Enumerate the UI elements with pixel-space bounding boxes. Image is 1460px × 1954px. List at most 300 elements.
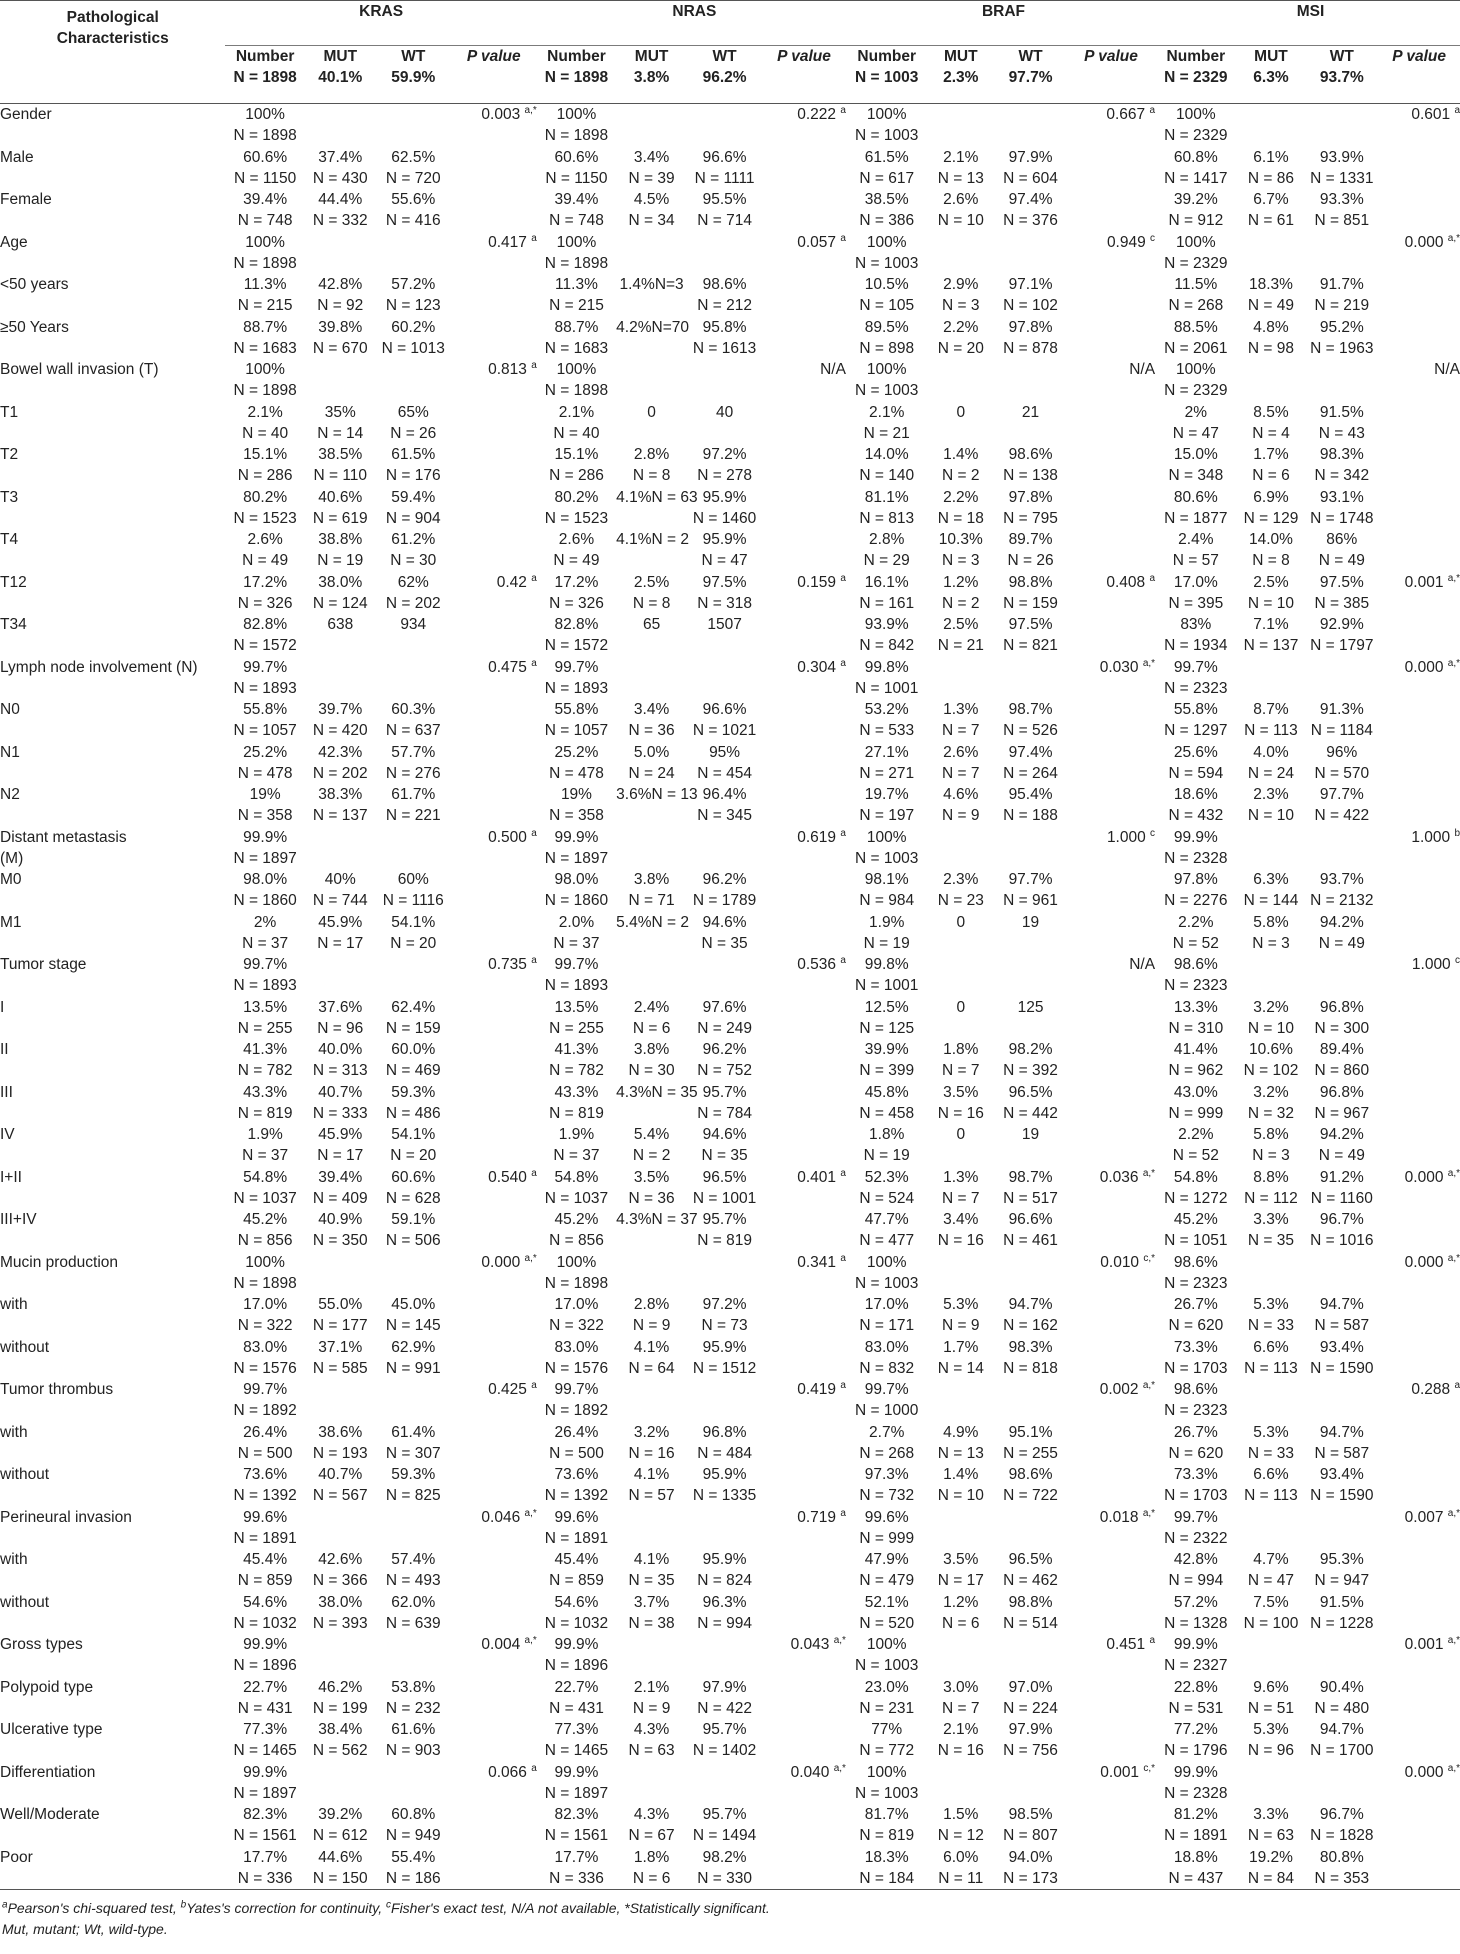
sub-header bbox=[687, 46, 762, 104]
cell-count: N = 215 bbox=[237, 297, 293, 314]
p-value-cell bbox=[1378, 742, 1460, 785]
cell-percent: 13.3% bbox=[1173, 998, 1218, 1016]
cell-count: N = 949 bbox=[385, 1827, 441, 1844]
cell-percent: 91.3% bbox=[1319, 701, 1364, 718]
cell-percent: 83.0% bbox=[243, 1338, 288, 1356]
value-cell bbox=[687, 1167, 762, 1210]
value-cell bbox=[994, 1549, 1067, 1592]
row-label bbox=[0, 1294, 225, 1337]
cell-percent: 54.8% bbox=[1173, 1168, 1218, 1186]
cell-percent: 45.2% bbox=[1173, 1211, 1218, 1228]
value-cell bbox=[1305, 444, 1378, 487]
cell-percent: 2.1% bbox=[633, 1678, 670, 1696]
cell-count: N = 63 bbox=[1247, 1827, 1295, 1844]
cell-percent: 94.6% bbox=[702, 1126, 747, 1143]
row-label bbox=[0, 487, 225, 530]
value-cell bbox=[1305, 402, 1378, 445]
value-cell bbox=[1305, 1294, 1378, 1337]
cell-percent: 100% bbox=[866, 1636, 907, 1653]
value-cell bbox=[1237, 104, 1306, 147]
cell-percent: 80.8% bbox=[1319, 1848, 1364, 1866]
cell-count: N = 967 bbox=[1314, 1104, 1370, 1122]
value-cell bbox=[1305, 954, 1378, 997]
p-value-cell bbox=[1378, 487, 1460, 530]
row-label bbox=[0, 444, 225, 487]
value-cell bbox=[376, 1337, 451, 1380]
cell-count: N = 486 bbox=[385, 1104, 441, 1122]
value-cell bbox=[376, 1422, 451, 1465]
cell-percent: 40.7% bbox=[318, 1083, 363, 1101]
value-cell bbox=[1305, 742, 1378, 785]
value-cell bbox=[846, 529, 928, 572]
cell-count: N = 19 bbox=[317, 552, 364, 569]
cell-percent: 57.7% bbox=[391, 743, 436, 761]
cell-percent: 60% bbox=[397, 871, 429, 888]
cell-percent: 99.8% bbox=[864, 956, 909, 973]
cell-count: N = 1700 bbox=[1310, 1742, 1374, 1759]
table-row bbox=[0, 1634, 1460, 1677]
value-cell bbox=[305, 912, 376, 955]
cell-count: N = 271 bbox=[859, 764, 915, 782]
cell-count: N = 24 bbox=[1247, 764, 1295, 782]
cell-count: N = 720 bbox=[385, 169, 441, 187]
value-cell bbox=[616, 1124, 687, 1167]
value-cell bbox=[225, 529, 304, 572]
cell-count: N = 1590 bbox=[1310, 1487, 1374, 1504]
cell-count: N = 1417 bbox=[1164, 169, 1228, 187]
p-value: 0.000 bbox=[1404, 658, 1444, 676]
cell-count: N = 33 bbox=[1247, 1317, 1295, 1334]
value-cell bbox=[846, 317, 928, 360]
row-label bbox=[0, 1762, 225, 1805]
value-cell bbox=[616, 784, 698, 827]
cell-percent: 4.6% bbox=[943, 786, 979, 803]
value-cell bbox=[537, 402, 616, 445]
cell-count: N = 1037 bbox=[544, 1189, 609, 1207]
row-label-text: T34 bbox=[0, 616, 27, 633]
cell-percent: 98.6% bbox=[1173, 956, 1218, 973]
value-cell bbox=[1155, 1422, 1237, 1465]
p-value: 0.000 bbox=[1404, 1763, 1444, 1781]
value-cell bbox=[687, 1804, 762, 1847]
p-value-note: a,* bbox=[1447, 1507, 1460, 1519]
cell-percent: 98.6% bbox=[1008, 1466, 1053, 1483]
value-cell bbox=[537, 1677, 616, 1720]
cell-count: N = 422 bbox=[697, 1699, 752, 1717]
row-label bbox=[0, 1507, 225, 1550]
row-label-text: Distant metastasis bbox=[0, 828, 127, 846]
cell-count: N = 2329 bbox=[1164, 382, 1228, 399]
value-cell bbox=[376, 1634, 451, 1677]
p-value-cell bbox=[1067, 997, 1155, 1040]
table-row bbox=[0, 529, 1460, 572]
cell-count: N = 1897 bbox=[544, 1784, 609, 1802]
p-value: 0.002 bbox=[1099, 1381, 1139, 1398]
p-value-note: a bbox=[531, 827, 537, 839]
value-cell bbox=[1155, 1804, 1237, 1847]
p-value: 0.419 bbox=[797, 1381, 837, 1398]
cell-percent: 19% bbox=[560, 786, 592, 803]
cell-count: N = 399 bbox=[859, 1062, 915, 1079]
cell-count: N = 1013 bbox=[381, 339, 445, 357]
cell-percent: 99.9% bbox=[554, 1636, 599, 1653]
p-value-cell bbox=[451, 1762, 537, 1805]
p-value-cell bbox=[451, 1167, 537, 1210]
row-label-text: without bbox=[0, 1466, 50, 1483]
cell-percent: 95.9% bbox=[702, 1338, 747, 1356]
row-label bbox=[0, 317, 225, 360]
cell-percent: 3.8% bbox=[633, 871, 670, 888]
value-cell bbox=[846, 1337, 928, 1380]
table-row bbox=[0, 1039, 1460, 1082]
value-cell bbox=[305, 1379, 376, 1422]
sub-header-title: WT bbox=[401, 48, 426, 65]
cell-count: N = 24 bbox=[628, 764, 675, 782]
value-cell bbox=[687, 1422, 762, 1465]
value-cell bbox=[616, 997, 687, 1040]
cell-percent: 39.9% bbox=[864, 1041, 909, 1058]
cell-percent: 80.2% bbox=[243, 488, 288, 506]
value-cell bbox=[928, 529, 995, 572]
cell-percent: 99.9% bbox=[243, 828, 288, 846]
cell-count: N = 47 bbox=[1247, 1572, 1295, 1589]
sub-header bbox=[1378, 46, 1460, 104]
p-value-cell bbox=[451, 1464, 537, 1507]
cell-percent: 95.5% bbox=[702, 191, 747, 208]
value-cell bbox=[1237, 997, 1306, 1040]
p-value-cell bbox=[762, 572, 846, 615]
cell-count: N = 8 bbox=[632, 594, 671, 612]
cell-percent: 93.9% bbox=[1319, 148, 1364, 166]
p-value: 0.619 bbox=[797, 828, 837, 846]
row-label bbox=[0, 1464, 225, 1507]
value-cell bbox=[1155, 317, 1237, 360]
cell-count: N = 102 bbox=[1003, 297, 1058, 314]
value-cell bbox=[846, 1507, 928, 1550]
cell-count: N = 221 bbox=[385, 807, 441, 824]
cell-percent: 93.4% bbox=[1319, 1466, 1364, 1483]
cell-count: N = 2322 bbox=[1164, 1529, 1228, 1547]
value-cell bbox=[994, 487, 1067, 530]
cell-percent: 83.0% bbox=[864, 1338, 909, 1356]
cell-percent: 98.6% bbox=[1173, 1381, 1218, 1398]
value-cell bbox=[687, 1039, 762, 1082]
p-value-cell bbox=[451, 444, 537, 487]
value-cell bbox=[305, 614, 376, 657]
cell-percent: 6.1% bbox=[1253, 148, 1289, 166]
table-row bbox=[0, 1677, 1460, 1720]
cell-percent: 5.0% bbox=[633, 743, 670, 761]
value-cell bbox=[994, 274, 1067, 317]
cell-count: N = 1613 bbox=[692, 339, 757, 357]
value-cell bbox=[376, 657, 451, 700]
p-value: 0.040 bbox=[790, 1763, 830, 1781]
value-cell bbox=[687, 359, 762, 402]
cell-count: N = 173 bbox=[1003, 1869, 1058, 1887]
value-cell bbox=[1155, 614, 1237, 657]
p-value-cell bbox=[451, 104, 537, 147]
value-cell bbox=[846, 954, 928, 997]
cell-count: N = 322 bbox=[549, 1317, 604, 1334]
value-cell bbox=[616, 1847, 687, 1890]
cell-percent: 13.5% bbox=[554, 998, 599, 1016]
p-value-cell bbox=[1378, 1039, 1460, 1082]
value-cell bbox=[225, 274, 304, 317]
cell-percent: 11.5% bbox=[1174, 276, 1218, 293]
value-cell bbox=[1155, 1039, 1237, 1082]
value-cell bbox=[928, 1082, 995, 1125]
p-value: N/A bbox=[820, 361, 846, 378]
p-value-cell bbox=[1378, 1719, 1460, 1762]
cell-percent: 12.5% bbox=[864, 998, 909, 1016]
value-cell bbox=[225, 487, 304, 530]
cell-count: N = 35 bbox=[701, 1147, 748, 1164]
cell-percent: 77% bbox=[871, 1721, 903, 1738]
cell-count: N = 159 bbox=[385, 1019, 441, 1037]
cell-percent: 95.8% bbox=[702, 318, 747, 336]
value-cell bbox=[928, 869, 995, 912]
cell-percent: 99.9% bbox=[1173, 1763, 1218, 1781]
cell-percent: 60.3% bbox=[391, 701, 436, 718]
cell-count: N = 102 bbox=[1243, 1062, 1299, 1079]
value-cell bbox=[928, 912, 995, 955]
cell-percent: 100% bbox=[1176, 233, 1216, 251]
cell-count: N = 9 bbox=[632, 1699, 671, 1717]
value-cell bbox=[537, 529, 616, 572]
value-cell bbox=[225, 912, 304, 955]
cell-count: N = 409 bbox=[312, 1189, 368, 1207]
cell-count: N = 1898 bbox=[233, 1274, 297, 1292]
p-value: 0.949 bbox=[1106, 233, 1146, 251]
p-value-note: a,* bbox=[524, 1252, 537, 1264]
cell-count: N = 12 bbox=[937, 1827, 984, 1844]
value-cell bbox=[537, 1634, 616, 1677]
value-cell bbox=[687, 487, 762, 530]
value-cell bbox=[537, 359, 616, 402]
cell-count: N = 670 bbox=[312, 339, 368, 357]
p-value-cell bbox=[1067, 1464, 1155, 1507]
cell-count: N = 26 bbox=[390, 424, 437, 442]
cell-percent: 1.4%N=3 bbox=[619, 276, 684, 293]
p-value-cell bbox=[451, 572, 537, 615]
cell-count: N = 1891 bbox=[544, 1529, 609, 1547]
row-label-text: Differentiation bbox=[0, 1763, 96, 1781]
cell-count: N = 431 bbox=[237, 1699, 293, 1717]
value-cell bbox=[994, 1337, 1067, 1380]
value-cell bbox=[1155, 1167, 1237, 1210]
value-cell bbox=[928, 997, 995, 1040]
value-cell bbox=[305, 444, 376, 487]
row-label bbox=[0, 572, 225, 615]
value-cell bbox=[687, 1464, 762, 1507]
row-label bbox=[0, 1634, 225, 1677]
cell-percent: 40.9% bbox=[318, 1211, 363, 1228]
sub-header-title: P value bbox=[1392, 48, 1446, 65]
value-cell bbox=[225, 444, 304, 487]
p-value: 0.018 bbox=[1099, 1508, 1139, 1526]
table-row bbox=[0, 699, 1460, 742]
cell-count: N = 732 bbox=[859, 1487, 915, 1504]
cell-percent: 38.0% bbox=[318, 1593, 363, 1611]
value-cell bbox=[305, 657, 376, 700]
value-cell bbox=[1237, 317, 1306, 360]
value-cell bbox=[225, 317, 304, 360]
cell-count: N = 500 bbox=[549, 1444, 604, 1462]
cell-count: N = 35 bbox=[628, 1572, 675, 1589]
table-row bbox=[0, 1592, 1460, 1635]
p-value-cell bbox=[1067, 1507, 1155, 1550]
cell-percent: 88.7% bbox=[243, 318, 288, 336]
p-value-cell bbox=[451, 529, 537, 572]
cell-percent: 13.5% bbox=[243, 998, 288, 1016]
cell-percent: 59.3% bbox=[391, 1083, 436, 1101]
value-cell bbox=[687, 317, 762, 360]
value-cell bbox=[616, 1039, 687, 1082]
table-row bbox=[0, 147, 1460, 190]
cell-count: N = 1898 bbox=[233, 127, 297, 144]
cell-percent: 99.9% bbox=[554, 1763, 599, 1781]
value-cell bbox=[1305, 1719, 1378, 1762]
cell-percent: 94.7% bbox=[1008, 1296, 1053, 1313]
value-cell bbox=[376, 912, 451, 955]
cell-percent: 4.1% bbox=[633, 1551, 670, 1568]
cell-count: N = 795 bbox=[1003, 509, 1058, 527]
cell-count: N = 1893 bbox=[544, 679, 609, 697]
cell-count: N = 824 bbox=[697, 1572, 752, 1589]
cell-percent: 98.6% bbox=[702, 276, 747, 293]
cell-count: N = 506 bbox=[385, 1232, 441, 1249]
cell-count: N = 366 bbox=[312, 1572, 368, 1589]
value-cell bbox=[305, 997, 376, 1040]
cell-percent: 59.1% bbox=[391, 1211, 436, 1228]
cell-count: N = 859 bbox=[549, 1572, 604, 1589]
cell-count: N = 999 bbox=[859, 1529, 915, 1547]
value-cell bbox=[846, 444, 928, 487]
value-cell bbox=[376, 572, 451, 615]
cell-percent: 16.1% bbox=[864, 573, 909, 591]
cell-count: N = 26 bbox=[1007, 552, 1054, 569]
cell-percent: 95.3% bbox=[1319, 1551, 1364, 1568]
cell-percent: 62.9% bbox=[391, 1338, 436, 1356]
cell-count: N = 255 bbox=[549, 1019, 604, 1037]
value-cell bbox=[225, 1549, 304, 1592]
cell-percent: 65 bbox=[642, 616, 661, 633]
value-cell bbox=[1155, 1082, 1237, 1125]
value-cell bbox=[1155, 1507, 1237, 1550]
p-value-note: c bbox=[1150, 827, 1156, 839]
cell-count: N = 1877 bbox=[1164, 509, 1228, 527]
cell-percent: 17.0% bbox=[1173, 573, 1218, 591]
cell-percent: 4.1%N = 63 bbox=[616, 488, 698, 506]
cell-percent: 97.9% bbox=[1008, 148, 1053, 166]
cell-count: N = 137 bbox=[1243, 637, 1299, 654]
cell-percent: 99.9% bbox=[554, 828, 599, 846]
p-value-cell bbox=[762, 1677, 846, 1720]
cell-count: N = 628 bbox=[385, 1189, 441, 1207]
sub-header bbox=[451, 46, 537, 104]
value-cell bbox=[994, 1379, 1067, 1422]
cell-count: N = 395 bbox=[1168, 594, 1224, 612]
cell-count: N = 1003 bbox=[855, 849, 919, 867]
cell-percent: 2% bbox=[1184, 403, 1208, 421]
cell-percent: 54.1% bbox=[391, 1126, 436, 1143]
cell-count: N = 748 bbox=[237, 212, 293, 229]
p-value-note: a,* bbox=[1447, 572, 1460, 584]
value-cell bbox=[616, 1167, 687, 1210]
cell-count: N = 514 bbox=[1003, 1614, 1058, 1632]
cell-percent: 57.2% bbox=[1173, 1593, 1218, 1611]
cell-count: N = 7 bbox=[942, 1699, 980, 1717]
cell-count: N = 162 bbox=[1003, 1317, 1058, 1334]
cell-count: N = 878 bbox=[1003, 339, 1058, 357]
value-cell bbox=[846, 359, 928, 402]
table-row bbox=[0, 1549, 1460, 1592]
sub-header bbox=[1305, 46, 1378, 104]
cell-percent: 59.4% bbox=[391, 488, 436, 506]
cell-count: N = 11 bbox=[938, 1869, 984, 1887]
cell-count: N = 469 bbox=[385, 1062, 441, 1079]
value-cell bbox=[687, 657, 762, 700]
p-value-cell bbox=[1067, 657, 1155, 700]
value-cell bbox=[537, 699, 616, 742]
cell-percent: 41.4% bbox=[1173, 1041, 1218, 1058]
cell-percent: 2.7% bbox=[869, 1423, 905, 1441]
value-cell bbox=[994, 742, 1067, 785]
cell-count: N = 1860 bbox=[233, 892, 297, 909]
cell-count: N = 898 bbox=[859, 339, 915, 357]
cell-percent: 61.6% bbox=[391, 1721, 436, 1738]
cell-percent: 57.2% bbox=[391, 276, 436, 293]
value-cell bbox=[305, 1167, 376, 1210]
cell-count: N = 20 bbox=[937, 339, 984, 357]
sub-header-title: Number bbox=[547, 48, 606, 65]
cell-count: N = 386 bbox=[859, 212, 915, 229]
value-cell bbox=[1155, 657, 1237, 700]
cell-count: N = 617 bbox=[859, 169, 915, 187]
cell-percent: 45.2% bbox=[554, 1211, 599, 1228]
table-row bbox=[0, 1209, 1460, 1252]
cell-count: N = 10 bbox=[937, 212, 984, 229]
cell-percent: 73.3% bbox=[1173, 1466, 1218, 1483]
cell-percent: 88.7% bbox=[554, 318, 599, 336]
value-cell bbox=[305, 1634, 376, 1677]
cell-count: N = 36 bbox=[628, 722, 675, 739]
sub-header-value: 40.1% bbox=[318, 69, 363, 86]
cell-percent: 77.2% bbox=[1173, 1721, 1218, 1738]
cell-count: N = 1111 bbox=[694, 169, 755, 187]
cell-count: N = 1001 bbox=[855, 977, 919, 994]
value-cell bbox=[1305, 1762, 1378, 1805]
cell-percent: 18.3% bbox=[1248, 276, 1293, 293]
value-cell bbox=[928, 954, 995, 997]
row-label-text: Female bbox=[0, 191, 52, 208]
cell-percent: 4.1%N = 2 bbox=[616, 531, 689, 548]
group-header: NRAS bbox=[537, 1, 846, 46]
value-cell bbox=[928, 1507, 995, 1550]
row-label-text: with bbox=[0, 1423, 28, 1441]
cell-percent: 8.8% bbox=[1253, 1168, 1289, 1186]
cell-count: N = 286 bbox=[237, 467, 293, 484]
row-label-text: I+II bbox=[0, 1168, 22, 1186]
value-cell bbox=[305, 1252, 376, 1295]
table-row bbox=[0, 1252, 1460, 1295]
cell-count: N = 86 bbox=[1247, 169, 1295, 187]
p-value-cell bbox=[1067, 742, 1155, 785]
p-value-cell bbox=[451, 997, 537, 1040]
value-cell bbox=[846, 189, 928, 232]
value-cell bbox=[537, 274, 616, 317]
table-row bbox=[0, 1762, 1460, 1805]
